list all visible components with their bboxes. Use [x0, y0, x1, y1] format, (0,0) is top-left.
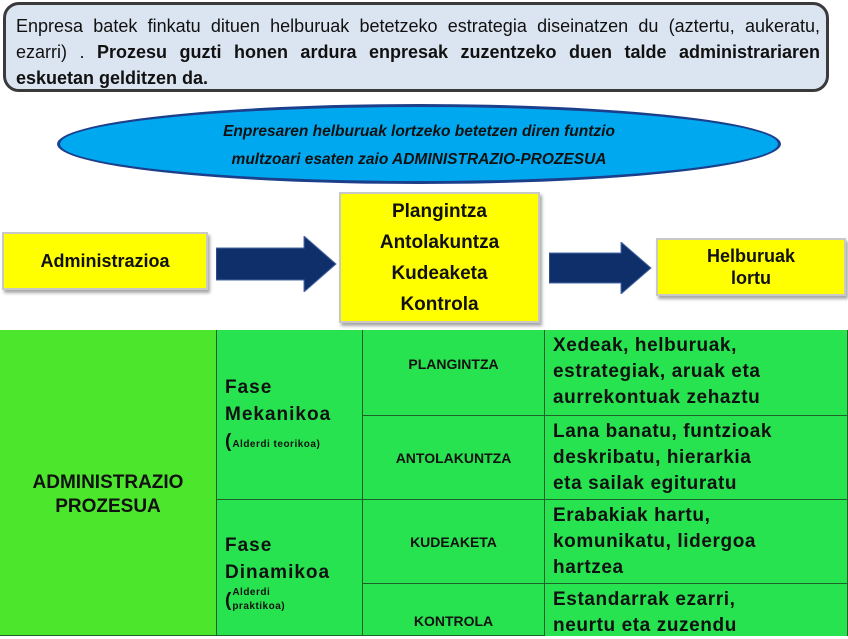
definition-ellipse: [57, 104, 781, 184]
process-control: KONTROLA: [413, 612, 494, 629]
desc-organizing-line-1: Lana banatu, funtzioak: [553, 421, 773, 442]
intro-text: Enpresa batek finkatu dituen helburuak betetzeko estrategia diseinatzen du (aztertu, aukeratu, ezarri) .: [16, 16, 820, 62]
administration-label: Administrazioa: [40, 250, 170, 271]
main-label-line-1: ADMINISTRAZIO: [32, 471, 184, 493]
process-managing: KUDEAKETA: [410, 533, 497, 550]
desc-planning-line-3: aurrekontuak zehaztu: [553, 387, 761, 408]
phase-dynamic: [217, 500, 363, 636]
right-arrow-icon: [549, 242, 653, 294]
desc-managing-line-2: komunikatu, lidergoa: [553, 531, 757, 552]
desc-planning-line-1: Xedeak, helburuak,: [553, 335, 737, 356]
desc-managing-line-3: hartzea: [553, 557, 624, 578]
right-arrow-icon: [216, 236, 338, 292]
phase-mechanical-paren: (: [225, 431, 233, 452]
intro-text-box: [3, 2, 829, 92]
phase-dynamic-note-1: Alderdi: [232, 587, 271, 598]
phase-mechanical-line-2: Mekanikoa: [225, 404, 332, 425]
desc-organizing-line-2: deskribatu, hierarkia: [553, 447, 752, 468]
process-cell-organizing: [363, 416, 545, 500]
ellipse-line-2: multzoari esaten zaio ADMINISTRAZIO-PROZESUA: [231, 151, 607, 168]
goals-line-1: Helburuak: [706, 246, 796, 266]
desc-organizing-line-3: eta sailak egituratu: [553, 473, 738, 494]
desc-planning-line-2: estrategiak, aruak eta: [553, 361, 761, 382]
phase-dynamic-paren: (: [225, 589, 233, 611]
process-organizing: ANTOLAKUNTZA: [395, 449, 512, 466]
phase-mechanical-line-1: Fase: [225, 377, 273, 398]
desc-cell-control: [545, 584, 848, 636]
process-planning: PLANGINTZA: [408, 356, 499, 372]
phase-dynamic-line-2: Dinamikoa: [225, 562, 331, 583]
desc-cell-organizing: [545, 416, 848, 500]
phase-mechanical-note: Alderdi teorikoa): [232, 439, 321, 450]
intro-text-bold: Prozesu guzti honen ardura enpresak zuzentzeko duen talde administrariaren eskuetan gelditzen da.: [16, 42, 820, 88]
table-main-label: [0, 330, 217, 636]
desc-control-line-1: Estandarrak ezarri,: [553, 589, 736, 610]
ellipse-line-1: Enpresaren helburuak lortzeko betetzen diren funtzio: [223, 123, 615, 140]
main-label-line-2: PROZESUA: [55, 495, 161, 517]
phase-mechanical: [217, 330, 363, 500]
goals-box: [656, 238, 846, 296]
desc-cell-managing: [545, 500, 848, 584]
desc-managing-line-1: Erabakiak hartu,: [553, 505, 711, 526]
process-table: [0, 330, 848, 636]
process-cell-planning: [363, 330, 545, 416]
function-planning: Plangintza: [391, 200, 487, 222]
administration-box: [2, 232, 208, 290]
goals-line-2: lortu: [731, 268, 771, 288]
function-managing: Kudeaketa: [391, 262, 488, 284]
phase-dynamic-line-1: Fase: [225, 535, 273, 556]
desc-cell-planning: [545, 330, 848, 416]
function-control: Kontrola: [400, 293, 479, 315]
functions-box: [339, 192, 540, 323]
process-cell-control: [363, 584, 545, 636]
function-organizing: Antolakuntza: [379, 231, 500, 253]
phase-dynamic-note-2: praktikoa): [232, 601, 286, 612]
process-cell-managing: [363, 500, 545, 584]
desc-control-line-2: neurtu eta zuzendu: [553, 615, 737, 636]
